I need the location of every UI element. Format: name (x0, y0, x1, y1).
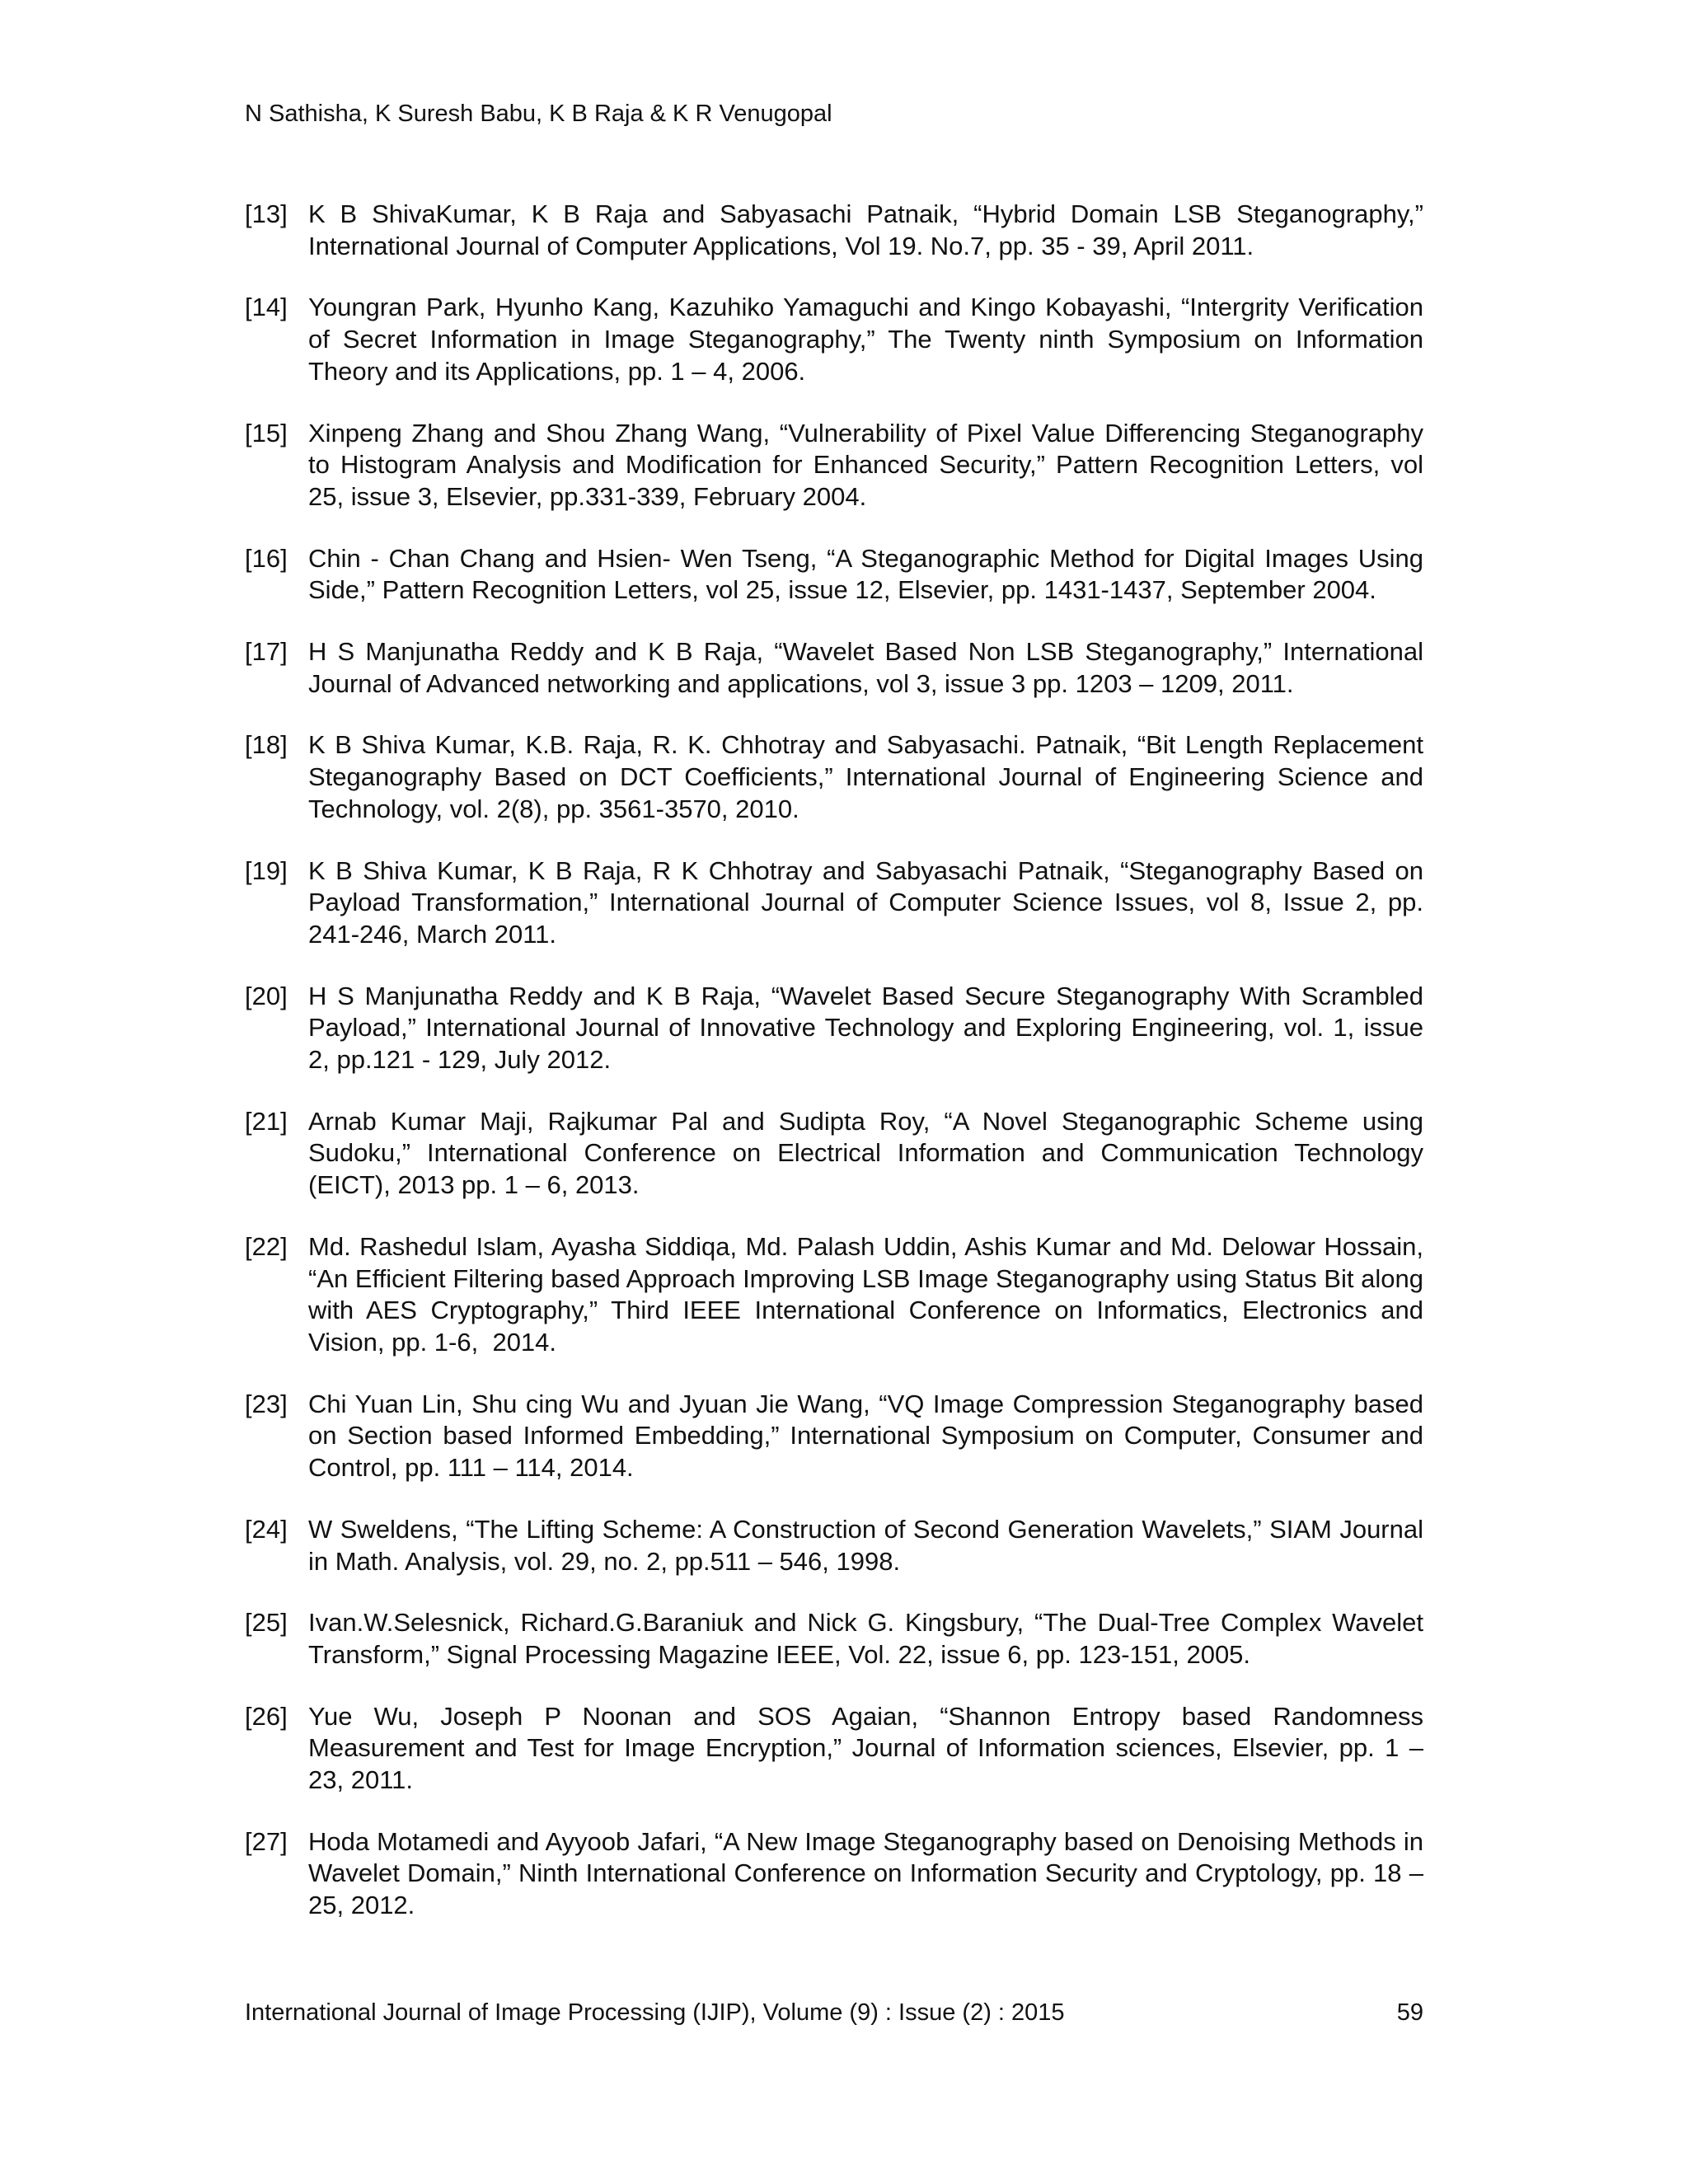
reference-number: [19] (245, 855, 288, 885)
reference-number: [26] (245, 1701, 288, 1731)
reference-number: [13] (245, 199, 288, 228)
reference-number: [25] (245, 1608, 288, 1638)
reference-number: [15] (245, 418, 288, 448)
reference-text: Yue Wu, Joseph P Noonan and SOS Agaian, “Shannon Entropy based Randomness Measurement and Test for Image Encryption,” Journal of Information sciences, Elsevier, pp. 1 – 23, 2011. (308, 1701, 1423, 1795)
reference-item (245, 1231, 1460, 1359)
reference-item (245, 199, 1423, 262)
reference-text: Md. Rashedul Islam, Ayasha Siddiqa, Md. Palash Uddin, Ashis Kumar and Md. Delowar Hossain, “An Efficient Filtering based Approach Improving LSB Image Steganography using Status Bit along with AES Cryptography,” Third IEEE International Conference on Informatics, Electronics and Vision, pp. 1-6, 2014. (308, 1231, 1460, 1357)
reference-number: [24] (245, 1514, 288, 1544)
page-footer (245, 1996, 1423, 2029)
reference-number: [18] (245, 730, 288, 760)
reference-text: K B ShivaKumar, K B Raja and Sabyasachi Patnaik, “Hybrid Domain LSB Steganography,” International Journal of Computer Applications, Vol 19. No.7, pp. 35 - 39, April 2011. (308, 199, 1423, 260)
reference-text: Arnab Kumar Maji, Rajkumar Pal and Sudipta Roy, “A Novel Steganographic Scheme using Sudoku,” International Conference on Electrical Information and Communication Technology (EICT), 2013 pp. 1 – 6, 2013. (308, 1106, 1423, 1200)
running-header-authors: N Sathisha, K Suresh Babu, K B Raja & K R Venugopal (245, 101, 832, 127)
reference-text: Ivan.W.Selesnick, Richard.G.Baraniuk and Nick G. Kingsbury, “The Dual-Tree Complex Wavelet Transform,” Signal Processing Magazine IEEE, Vol. 22, issue 6, pp. 123-151, 2005. (308, 1608, 1423, 1669)
reference-item (245, 1106, 1423, 1202)
reference-number: [20] (245, 981, 288, 1010)
reference-item (245, 1389, 1423, 1484)
reference-number: [27] (245, 1826, 288, 1856)
reference-text: Chin - Chan Chang and Hsien- Wen Tseng, “A Steganographic Method for Digital Images Using Side,” Pattern Recognition Letters, vol 25, issue 12, Elsevier, pp. 1431-1437, September 2004. (308, 543, 1423, 605)
reference-item (245, 636, 1423, 700)
reference-item (245, 418, 1423, 513)
reference-item (245, 292, 1423, 387)
reference-number: [21] (245, 1106, 288, 1136)
reference-number: [14] (245, 293, 288, 322)
reference-text: H S Manjunatha Reddy and K B Raja, “Wavelet Based Non LSB Steganography,” International Journal of Advanced networking and applications, vol 3, issue 3 pp. 1203 – 1209, 2011. (308, 637, 1423, 698)
footer-journal-citation: International Journal of Image Processing (IJIP), Volume (9) : Issue (2) : 2015 (245, 1999, 1065, 2026)
reference-item (245, 981, 1423, 1076)
reference-number: [23] (245, 1389, 288, 1418)
reference-item (245, 1826, 1423, 1922)
reference-item (245, 1514, 1423, 1577)
reference-text: H S Manjunatha Reddy and K B Raja, “Wavelet Based Secure Steganography With Scrambled Payload,” International Journal of Innovative Technology and Exploring Engineering, vol. 1, issue 2, pp.121 - 129, July 2012. (308, 981, 1423, 1075)
reference-number: [16] (245, 543, 288, 573)
reference-text: Chi Yuan Lin, Shu cing Wu and Jyuan Jie Wang, “VQ Image Compression Steganography based on Section based Informed Embedding,” International Symposium on Computer, Consumer and Control, pp. 111 – 114, 2014. (308, 1389, 1423, 1483)
reference-text: Xinpeng Zhang and Shou Zhang Wang, “Vulnerability of Pixel Value Differencing Steganography to Histogram Analysis and Modification for Enhanced Security,” Pattern Recognition Letters, vol 25, issue 3, Elsevier, pp.331-339, February 2004. (308, 418, 1423, 511)
reference-number: [17] (245, 637, 288, 667)
reference-item (245, 855, 1423, 951)
reference-text: Youngran Park, Hyunho Kang, Kazuhiko Yamaguchi and Kingo Kobayashi, “Intergrity Verification of Secret Information in Image Steganography,” The Twenty ninth Symposium on Information Theory and its Applications, pp. 1 – 4, 2006. (308, 293, 1423, 386)
reference-item (245, 729, 1423, 825)
reference-item (245, 1701, 1423, 1797)
reference-number: [22] (245, 1231, 288, 1261)
reference-item (245, 543, 1423, 607)
reference-text: Hoda Motamedi and Ayyoob Jafari, “A New Image Steganography based on Denoising Methods in Wavelet Domain,” Ninth International Conference on Information Security and Cryptology, pp. 18 – 25, 2012. (308, 1826, 1423, 1920)
reference-text: W Sweldens, “The Lifting Scheme: A Construction of Second Generation Wavelets,” SIAM Journal in Math. Analysis, vol. 29, no. 2, pp.511 – 546, 1998. (308, 1514, 1423, 1576)
reference-text: K B Shiva Kumar, K.B. Raja, R. K. Chhotray and Sabyasachi. Patnaik, “Bit Length Replacement Steganography Based on DCT Coefficients,” International Journal of Engineering Science and Technology, vol. 2(8), pp. 3561-3570, 2010. (308, 730, 1423, 823)
reference-item (245, 1607, 1423, 1671)
reference-text: K B Shiva Kumar, K B Raja, R K Chhotray and Sabyasachi Patnaik, “Steganography Based on Payload Transformation,” International Journal of Computer Science Issues, vol 8, Issue 2, pp. 241-246, March 2011. (308, 855, 1423, 949)
reference-list (245, 199, 1460, 1952)
page-number: 59 (1396, 1999, 1423, 2026)
